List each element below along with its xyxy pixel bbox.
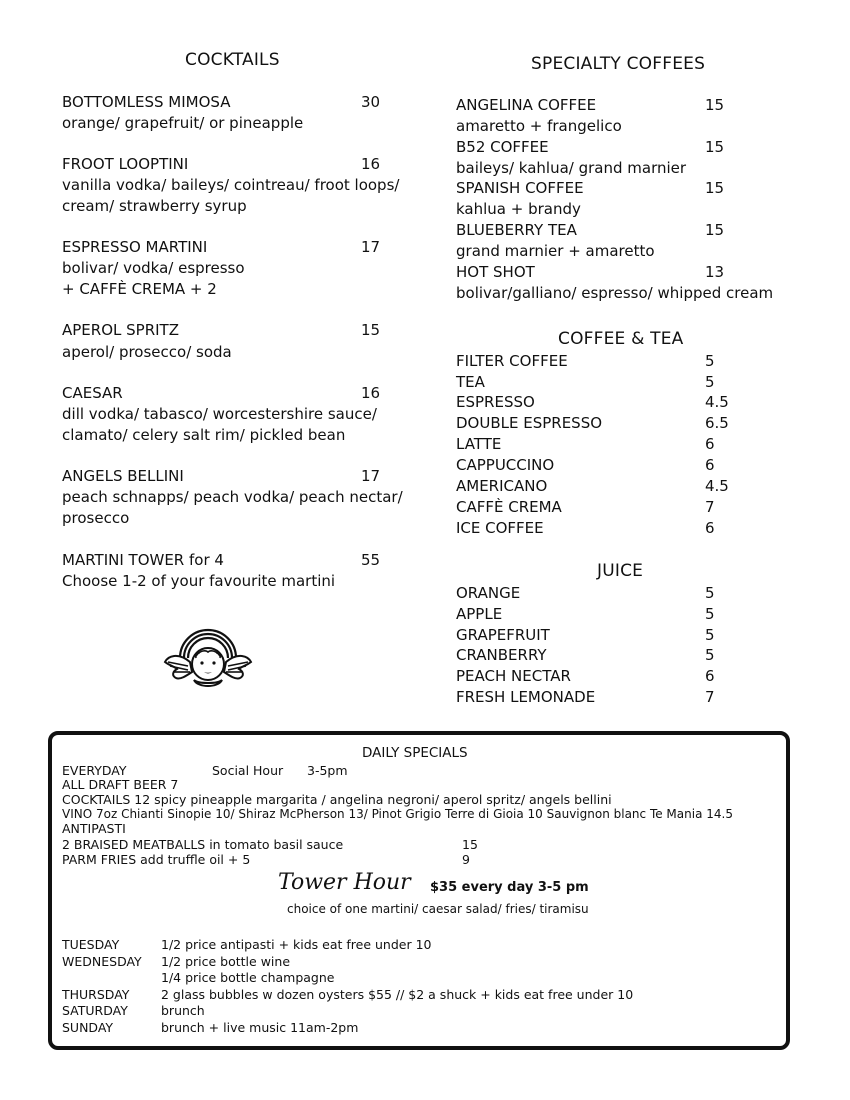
cocktail-name: FROOT LOOPTINI [62,155,189,173]
cocktail-desc: bolivar/ vodka/ espresso [62,259,245,277]
specials-line: ALL DRAFT BEER 7 [62,777,179,792]
weekday-offer: 2 glass bubbles w dozen oysters $55 // $2 a shuck + kids eat free under 10 [161,987,634,1002]
coffee-price: 15 [705,221,725,239]
cocktail-price: 17 [361,467,381,485]
weekday-day: THURSDAY [62,987,130,1002]
juice-price: 6 [705,667,715,685]
coffee-desc: kahlua + brandy [456,200,581,218]
cocktail-name: ANGELS BELLINI [62,467,184,485]
cocktail-price: 15 [361,321,381,339]
coffee-price: 15 [705,96,725,114]
cocktail-name: MARTINI TOWER for 4 [62,551,224,569]
coffee-desc: grand marnier + amaretto [456,242,655,260]
social-hour-time: 3-5pm [307,763,348,778]
daily-specials-heading: DAILY SPECIALS [362,745,468,761]
tower-hour-price: $35 every day 3-5 pm [430,880,589,895]
coffee-tea-name: TEA [456,373,485,391]
tower-hour-title: Tower Hour [278,870,411,895]
antipasti-name: 2 BRAISED MEATBALLS in tomato basil sauce [62,837,344,852]
cocktail-name: BOTTOMLESS MIMOSA [62,93,231,111]
coffee-tea-name: CAPPUCCINO [456,456,555,474]
coffee-name: SPANISH COFFEE [456,179,584,197]
cocktail-desc: vanilla vodka/ baileys/ cointreau/ froot loops/ [62,176,400,194]
cocktail-price: 17 [361,238,381,256]
coffee-tea-price: 6 [705,519,715,537]
juice-price: 5 [705,584,715,602]
specialty-coffees-heading: SPECIALTY COFFEES [531,54,706,74]
coffee-tea-price: 6 [705,456,715,474]
cocktail-name: APEROL SPRITZ [62,321,179,339]
coffee-name: HOT SHOT [456,263,535,281]
coffee-tea-price: 6 [705,435,715,453]
juice-heading: JUICE [597,561,644,581]
tower-hour-subtitle: choice of one martini/ caesar salad/ fries/ tiramisu [287,902,589,916]
weekday-offer: 1/4 price bottle champagne [161,970,335,985]
coffee-price: 13 [705,263,725,281]
antipasti-name: PARM FRIES add truffle oil + 5 [62,852,251,867]
cocktails-heading: COCKTAILS [185,50,280,70]
cocktail-price: 16 [361,155,381,173]
coffee-tea-price: 5 [705,352,715,370]
coffee-tea-heading: COFFEE & TEA [558,329,684,349]
juice-name: APPLE [456,605,503,623]
cocktail-desc: + CAFFÈ CREMA + 2 [62,280,217,298]
coffee-tea-name: ICE COFFEE [456,519,544,537]
specials-line: VINO 7oz Chianti Sinopie 10/ Shiraz McPherson 13/ Pinot Grigio Terre di Gioia 10 Sauvignon blanc Te Mania 14.5 [62,807,733,821]
juice-name: GRAPEFRUIT [456,626,550,644]
cocktail-desc: cream/ strawberry syrup [62,197,247,215]
weekday-offer: 1/2 price antipasti + kids eat free under 10 [161,937,432,952]
everyday-label: EVERYDAY [62,763,127,778]
weekday-offer: brunch [161,1003,205,1018]
coffee-tea-price: 6.5 [705,414,729,432]
coffee-desc: bolivar/galliano/ espresso/ whipped cream [456,284,774,302]
cocktail-desc: peach schnapps/ peach vodka/ peach nectar/ [62,488,403,506]
coffee-tea-name: CAFFÈ CREMA [456,498,562,516]
coffee-tea-price: 7 [705,498,715,516]
juice-name: CRANBERRY [456,646,547,664]
cherub-angel-icon [162,622,254,694]
juice-name: FRESH LEMONADE [456,688,596,706]
specials-line: ANTIPASTI [62,821,126,836]
cocktail-desc: aperol/ prosecco/ soda [62,343,232,361]
weekday-day: SATURDAY [62,1003,128,1018]
cocktail-desc: dill vodka/ tabasco/ worcestershire sauce/ [62,405,377,423]
coffee-name: ANGELINA COFFEE [456,96,597,114]
social-hour-label: Social Hour [212,763,284,778]
cocktail-desc: Choose 1-2 of your favourite martini [62,572,336,590]
weekday-day: SUNDAY [62,1020,114,1035]
cocktail-price: 55 [361,551,381,569]
cocktail-desc: prosecco [62,509,130,527]
coffee-tea-price: 4.5 [705,393,729,411]
cocktail-desc: orange/ grapefruit/ or pineapple [62,114,304,132]
coffee-desc: baileys/ kahlua/ grand marnier [456,159,687,177]
coffee-name: BLUEBERRY TEA [456,221,577,239]
juice-name: ORANGE [456,584,521,602]
coffee-tea-name: DOUBLE ESPRESSO [456,414,603,432]
cocktail-price: 16 [361,384,381,402]
juice-price: 5 [705,626,715,644]
cocktail-name: CAESAR [62,384,123,402]
weekday-offer: brunch + live music 11am-2pm [161,1020,359,1035]
coffee-tea-price: 4.5 [705,477,729,495]
coffee-tea-name: ESPRESSO [456,393,535,411]
coffee-tea-name: AMERICANO [456,477,548,495]
coffee-name: B52 COFFEE [456,138,549,156]
coffee-desc: amaretto + frangelico [456,117,622,135]
coffee-price: 15 [705,138,725,156]
juice-price: 5 [705,605,715,623]
coffee-tea-price: 5 [705,373,715,391]
antipasti-price: 9 [462,852,470,867]
coffee-price: 15 [705,179,725,197]
weekday-offer: 1/2 price bottle wine [161,954,291,969]
juice-price: 5 [705,646,715,664]
coffee-tea-name: LATTE [456,435,502,453]
weekday-day: WEDNESDAY [62,954,142,969]
juice-price: 7 [705,688,715,706]
cocktail-desc: clamato/ celery salt rim/ pickled bean [62,426,346,444]
coffee-tea-name: FILTER COFFEE [456,352,568,370]
juice-name: PEACH NECTAR [456,667,571,685]
cocktail-name: ESPRESSO MARTINI [62,238,208,256]
cocktail-price: 30 [361,93,381,111]
weekday-day: TUESDAY [62,937,120,952]
antipasti-price: 15 [462,837,478,852]
specials-line: COCKTAILS 12 spicy pineapple margarita / angelina negroni/ aperol spritz/ angels bellini [62,792,612,807]
